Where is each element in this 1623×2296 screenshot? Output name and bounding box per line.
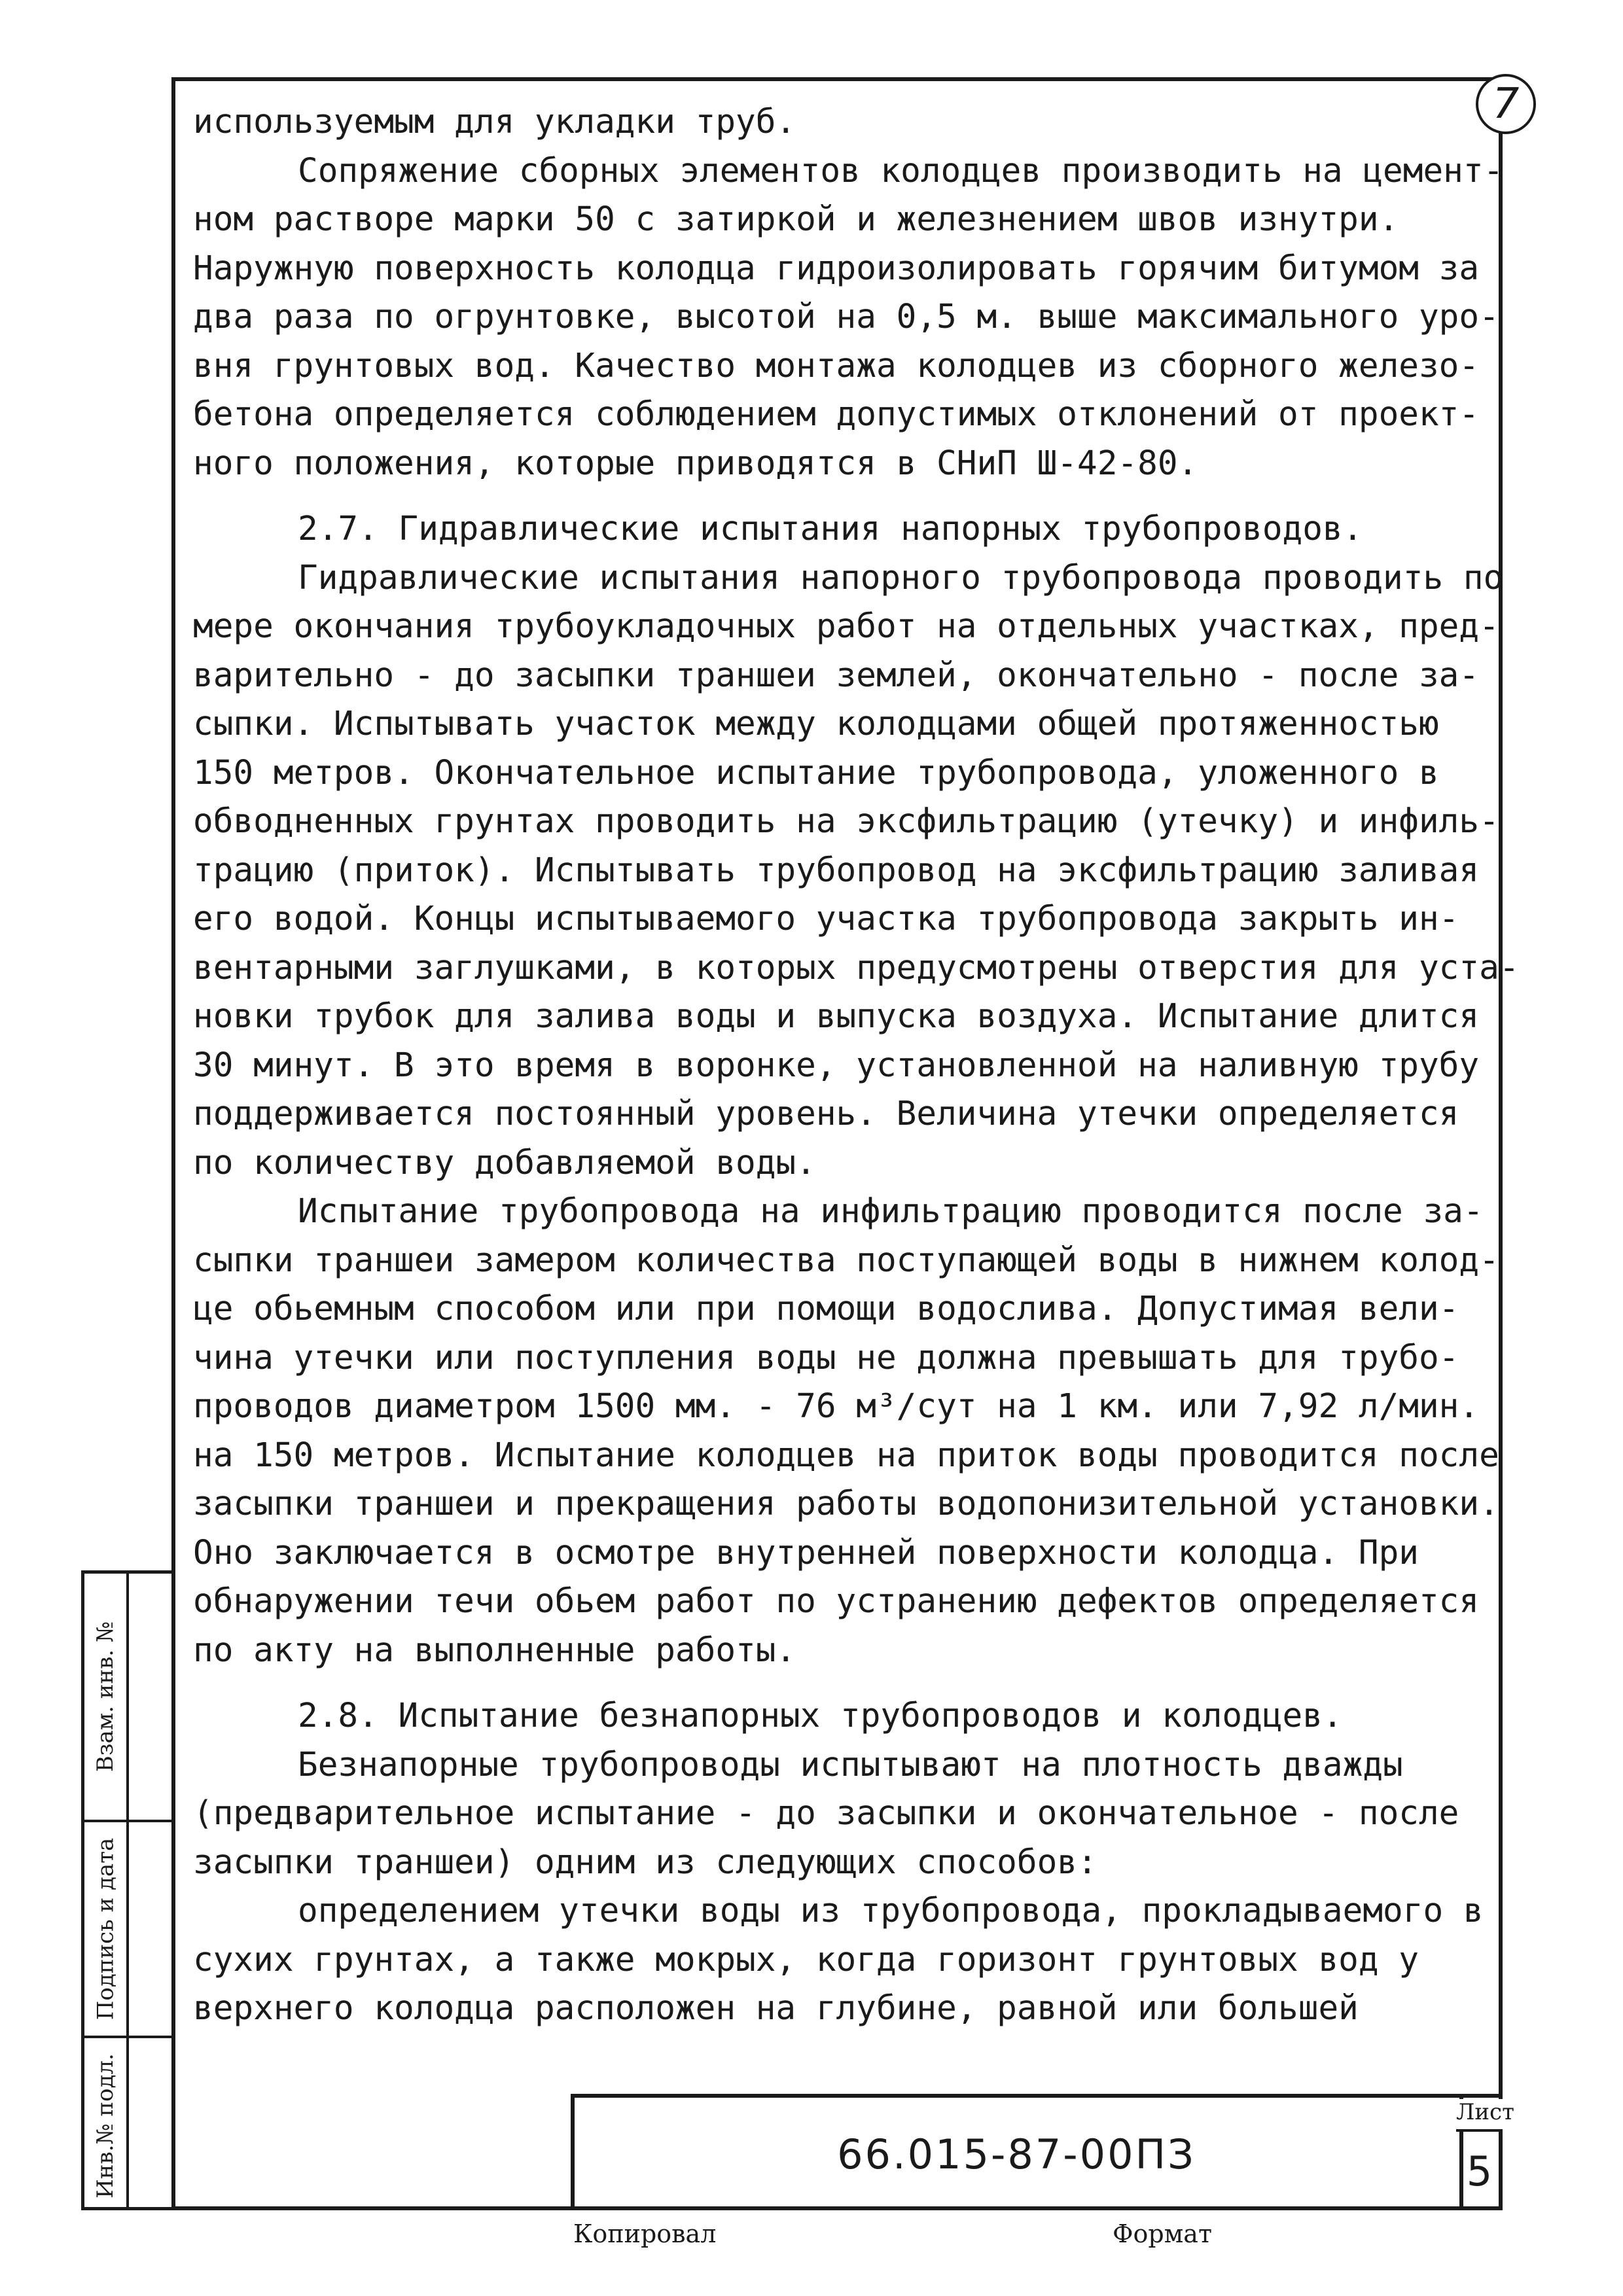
page-number: 7	[1492, 80, 1520, 128]
text-line: вня грунтовых вод. Качество монтажа колодцев из сборного железо-	[193, 346, 1480, 385]
sidebar-cell-replacement-inventory	[84, 1574, 126, 1822]
text-line: ном растворе марки 50 с затиркой и железнением швов изнутри.	[193, 200, 1399, 239]
footer-copied-label: Копировал	[573, 2219, 717, 2248]
text-line: обводненных грунтах проводить на эксфильтрацию (утечку) и инфиль-	[193, 802, 1499, 841]
text-line: 2.7. Гидравлические испытания напорных трубопроводов.	[298, 510, 1363, 548]
title-block	[571, 2094, 1503, 2210]
sidebar-stamp	[81, 1570, 171, 2210]
paragraph-gap	[193, 488, 1476, 505]
sidebar-value-column	[126, 1574, 175, 2207]
page-number-circle	[1476, 74, 1536, 134]
text-line: Безнапорные трубопроводы испытывают на плотность дважды	[298, 1745, 1403, 1784]
text-line: чина утечки или поступления воды не должна превышать для трубо-	[193, 1338, 1459, 1377]
text-line: сухих грунтах, а также мокрых, когда горизонт грунтовых вод у	[193, 1940, 1419, 1979]
text-line: 30 минут. В это время в воронке, установленной на наливную трубу	[193, 1046, 1480, 1085]
text-line: проводов диаметром 1500 мм. - 76 м³/сут на 1 км. или 7,92 л/мин.	[193, 1387, 1480, 1426]
text-line: це обьемным способом или при помощи водослива. Допустимая вели-	[193, 1290, 1459, 1328]
text-line: поддерживается постоянный уровень. Величина утечки определяется	[193, 1095, 1459, 1133]
sidebar-label: Взам. инв. №	[92, 1621, 118, 1773]
body-text	[193, 98, 1520, 2034]
sidebar-label: Подпись и дата	[92, 1837, 118, 2021]
text-line: Оно заключается в осмотре внутренней поверхности колодца. При	[193, 1533, 1419, 1572]
text-line: засыпки траншеи) одним из следующих способов:	[193, 1843, 1097, 1882]
sidebar-cell-original-inventory	[84, 2038, 126, 2214]
document-code: 66.015-87-00ПЗ	[837, 2130, 1196, 2178]
text-line: ного положения, которые приводятся в СНиП Ш-42-80.	[193, 444, 1198, 483]
sheet-number: 5	[1466, 2147, 1493, 2195]
text-line: сыпки. Испытывать участок между колодцами общей протяженностью	[193, 705, 1439, 743]
text-line: определением утечки воды из трубопровода, прокладываемого в	[298, 1892, 1484, 1930]
text-line: (предварительное испытание - до засыпки и окончательное - после	[193, 1794, 1459, 1833]
sidebar-divider	[126, 1820, 175, 1822]
text-line: по количеству добавляемой воды.	[193, 1143, 816, 1182]
text-line: засыпки траншеи и прекращения работы водопонизительной установки.	[193, 1485, 1499, 1523]
text-line: Наружную поверхность колодца гидроизолировать горячим битумом за	[193, 249, 1480, 288]
text-line: Испытание трубопровода на инфильтрацию проводится после за-	[298, 1192, 1484, 1231]
text-line: трацию (приток). Испытывать трубопровод на эксфильтрацию заливая	[193, 851, 1480, 890]
text-line: верхнего колодца расположен на глубине, равной или большей	[193, 1989, 1359, 2028]
sheet-label: Лист	[1456, 2099, 1503, 2132]
text-line: Гидравлические испытания напорного трубопровода проводить по	[298, 558, 1504, 597]
text-line: мере окончания трубоукладочных работ на отдельных участках, пред-	[193, 607, 1499, 646]
text-line: по акту на выполненные работы.	[193, 1631, 796, 1670]
sidebar-cell-signature-date	[84, 1822, 126, 2038]
text-line: вентарными заглушками, в которых предусмотрены отверстия для уста-	[193, 948, 1520, 987]
text-line: используемым для укладки труб.	[193, 103, 796, 141]
text-line: два раза по огрунтовке, высотой на 0,5 м. выше максимального уро-	[193, 298, 1499, 336]
text-line: варительно - до засыпки траншеи землей, окончательно - после за-	[193, 656, 1480, 695]
text-line: на 150 метров. Испытание колодцев на приток воды проводится после	[193, 1436, 1499, 1475]
footer-format-label: Формат	[1113, 2219, 1212, 2248]
text-line: сыпки траншеи замером количества поступающей воды в нижнем колод-	[193, 1241, 1499, 1280]
text-line: 150 метров. Окончательное испытание трубопровода, уложенного в	[193, 753, 1439, 792]
text-line: обнаружении течи обьем работ по устранению дефектов определяется	[193, 1582, 1480, 1621]
text-line: Сопряжение сборных элементов колодцев производить на цемент-	[298, 151, 1504, 190]
text-line: его водой. Концы испытываемого участка трубопровода закрыть ин-	[193, 900, 1459, 938]
sidebar-label: Инв.№ подл.	[92, 2053, 118, 2199]
sidebar-label-column	[84, 1574, 129, 2207]
text-line: 2.8. Испытание безнапорных трубопроводов и колодцев.	[298, 1697, 1343, 1735]
text-line: бетона определяется соблюдением допустимых отклонений от проект-	[193, 395, 1480, 434]
paragraph-gap	[193, 1675, 1476, 1692]
sidebar-divider	[126, 2036, 175, 2038]
text-line: новки трубок для залива воды и выпуска воздуха. Испытание длится	[193, 997, 1480, 1036]
